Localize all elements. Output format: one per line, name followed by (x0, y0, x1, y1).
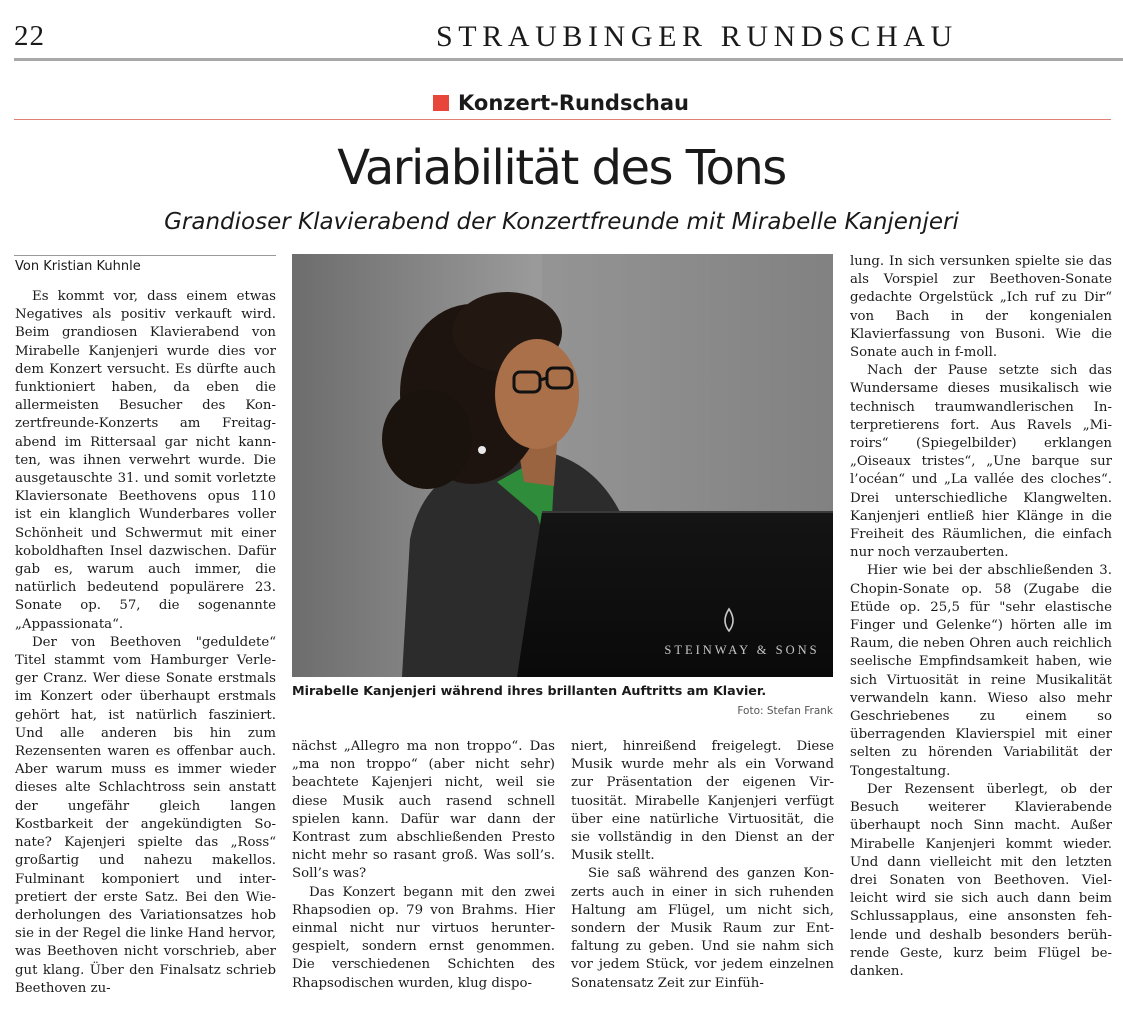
paragraph: Das Konzert begann mit den zwei Rhapsodien op. 79 von Brahms. Hier einmal nicht nur virtuos heruntergespielt, sondern ernst genommen. Die verschiedenen Schichten des Rhapsodischen wurden, klug dispo- (292, 884, 555, 991)
article-column-3 (571, 738, 834, 993)
section-label: Konzert-Rundschau (458, 91, 689, 115)
photo-caption: Mirabelle Kanjenjeri während ihres brillanten Auftritts am Klavier. (292, 683, 767, 698)
byline-rule (14, 255, 276, 256)
article-column-2 (292, 738, 555, 993)
paragraph: nächst „Allegro ma non troppo“. Das „ma non troppo“ (aber nicht sehr) beachtete Kajenjeri nicht, weil sie diese Musik auch rasend schnell spielen kann. Dafür war dann der Kontrast zum abschließenden Presto nicht mehr so rasant groß. Was soll’s. Soll’s was? (292, 739, 555, 882)
paragraph: Sie saß während des ganzen Konzerts auch in einer in sich ruhenden Haltung am Flügel, um nicht sich, sondern der Musik Raum zur Entfaltung zu geben. Und sie nahm sich vor jedem Stück, vor jedem einzelnen Sonatensatz Zeit zur Einfüh- (571, 866, 834, 991)
byline: Von Kristian Kuhnle (15, 259, 141, 274)
header-rule (14, 58, 1123, 61)
paragraph: Nach der Pause setzte sich das Wundersame dieses musikalisch wie technisch traumwandlerischen Interpretierens fort. Aus Ravels „Miroirs“ (Spiegelbilder) erklangen „Oiseaux tristes“, „Une barque sur l’océan“ und „La vallée des cloches“. Drei unterschiedliche Klangwelten. Kanjenjeri entließ hier Klänge in die Freiheit des Räumlichen, die einfach nur noch verzauberten. (850, 363, 1112, 561)
subheadline: Grandioser Klavierabend der Konzertfreunde mit Mirabelle Kanjenjeri (164, 209, 959, 235)
newspaper-name: STRAUBINGER RUNDSCHAU (436, 20, 958, 53)
paragraph: Es kommt vor, dass einem etwas Negatives als positiv verkauft wird. Beim grandiosen Klavierabend von Mirabelle Kanjenjeri wurde dies vor dem Konzert versucht. Es dürfte auch funktioniert haben, da eben die allermeisten Besucher des Konzertfreunde-Konzerts am Freitagabend im Rittersaal gar nicht kannten, was ihnen verwehrt wurde. Die ausgetauschte 31. und somit vorletzte Klaviersonate Beethovens opus 110 ist ein klanglich Wunderbares voller Schönheit und Schwermut mit einer koboldhaften Insel dazwischen. Dafür gab es, warum auch immer, die natürlich bedeutend populärere 23. Sonate op. 57, die sogenannte „Appassionata“. (15, 289, 276, 632)
section-rule (14, 119, 1111, 120)
paragraph: Hier wie bei der abschließenden 3. Chopin-Sonate op. 58 (Zugabe die Etüde op. 25,5 für "sehr elastische Finger und Gelenke“) hörten alle im Raum, die neben Ohren auch reichlich seelische Empfindsamkeit haben, wie sich Virtuosität in reine Musikalität verwandeln kann. Wieso also mehr Geschriebenes zu einem so überragenden Klavierspiel mit einer selten zu hörenden Variabilität der Tongestaltung. (850, 563, 1112, 779)
section-square-icon (433, 95, 449, 111)
pianist-photo (292, 254, 833, 677)
section-heading (433, 91, 689, 115)
paragraph: Der Rezensent überlegt, ob der Besuch weiterer Klavierabende überhaupt noch Sinn macht. Außer Mirabelle Kanjenjeri kommt wieder. Und dann vielleicht mit den letzten drei Sonaten von Beethoven. Vielleicht wird sie sich auch dann beim Schlussapplaus, eine ansonsten fehlende und deshalb besonders berührende Geste, kurz beim Flügel bedanken. (850, 781, 1112, 979)
headline: Variabilität des Tons (337, 140, 786, 196)
piano-brand-label: STEINWAY & SONS (664, 643, 820, 657)
article-photo (292, 254, 833, 677)
page-number: 22 (14, 20, 45, 52)
article-column-1 (15, 288, 276, 998)
photo-credit: Foto: Stefan Frank (737, 705, 833, 717)
paragraph: lung. In sich versunken spielte sie das als Vorspiel zur Beethoven-Sonate gedachte Orgelstück „Ich ruf zu Dir“ von Bach in der kongenialen Klavierfassung von Busoni. Wie die Sonate auch in f-moll. (850, 254, 1112, 361)
article-column-4 (850, 253, 1112, 981)
paragraph: Der von Beethoven "geduldete“ Titel stammt vom Hamburger Verleger Cranz. Wer diese Sonate erstmals im Konzert oder überhaupt erstmals gehört hat, ist natürlich fasziniert. Und alle anderen bis hin zum Rezensenten waren es offenbar auch. Aber warum muss es immer wieder dieses alte Schlachtross sein anstatt der ungefähr gleich langen Kostbarkeit der angekündigten Sonate? Kajenjeri spielte das „Ross“ großartig und nahezu makellos. Fulminant komponiert und interpretiert der erste Satz. Bei den Wiederholungen des Variationsatzes hob sie in der Regel die linke Hand hervor, was Beethoven nicht vorschrieb, aber gut klang. Über den Finalsatz schrieb Beethoven zu- (15, 634, 276, 996)
paragraph: niert, hinreißend freigelegt. Diese Musik wurde mehr als ein Vorwand zur Präsentation der eigenen Virtuosität. Mirabelle Kanjenjeri verfügt über eine natürliche Virtuosität, die sie vollständig in den Dienst an der Musik stellt. (571, 739, 834, 864)
